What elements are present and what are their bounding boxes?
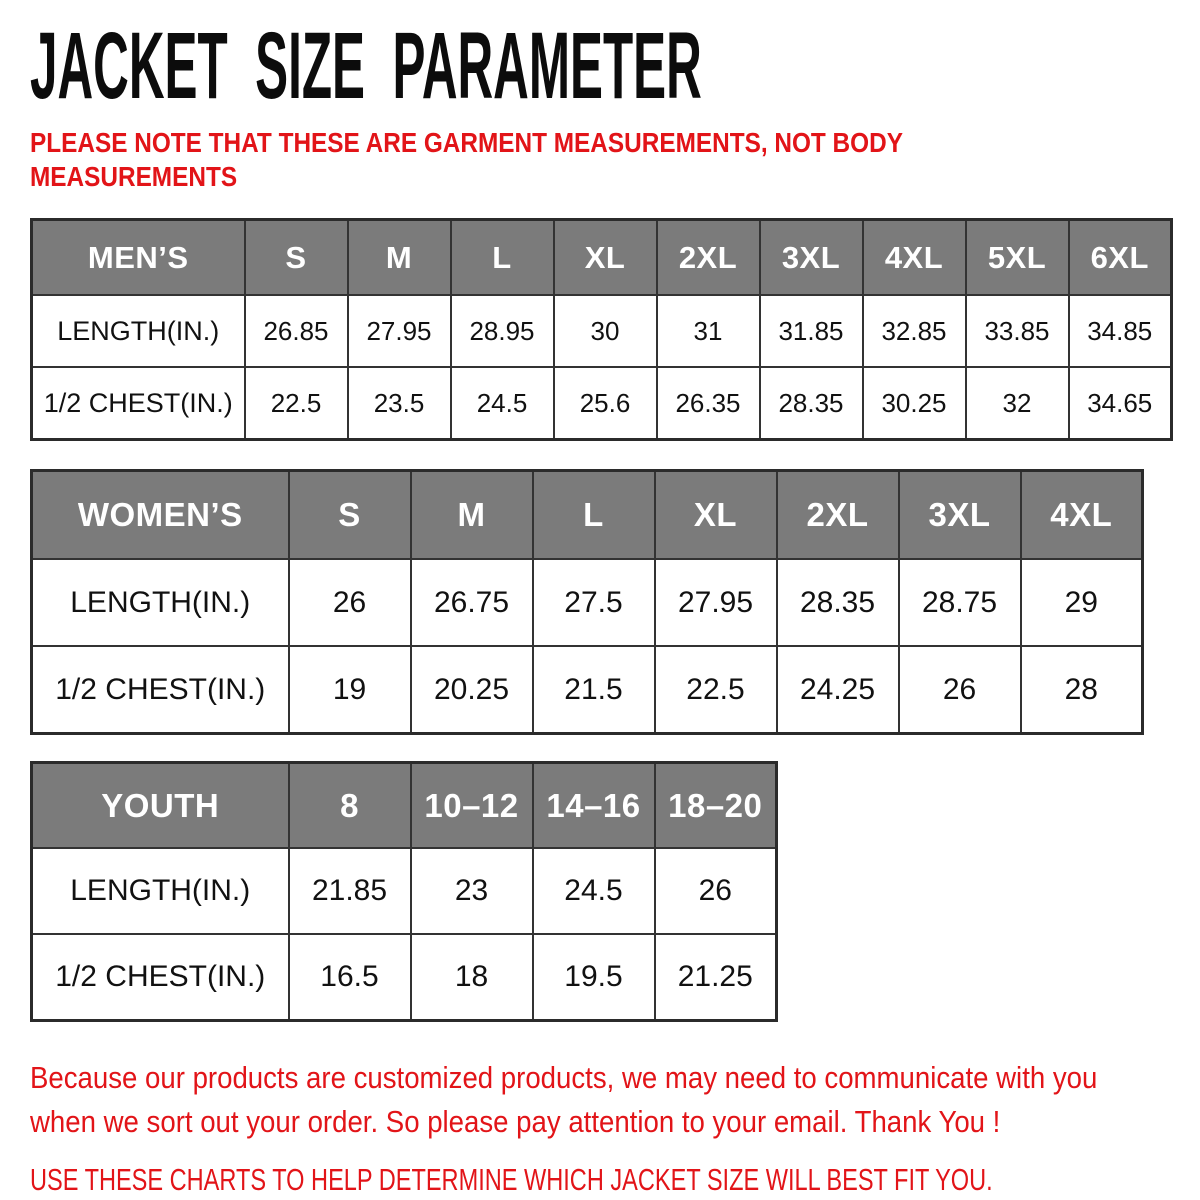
youth-header-row (32, 763, 777, 849)
mens-header-row (32, 220, 1172, 296)
size-value: 24.25 (777, 646, 899, 734)
size-value: 27.95 (348, 295, 451, 367)
table-row (32, 646, 1143, 734)
womens-size-table-container (30, 469, 1200, 735)
mens-size-table-container (30, 218, 1200, 441)
note-line-1: PLEASE NOTE THAT THESE ARE GARMENT MEASUREMENTS, NOT BODY (30, 127, 903, 158)
size-value: 26 (655, 848, 777, 934)
size-value: 18 (411, 934, 533, 1021)
mens-size-table (30, 218, 1173, 441)
size-column-header: L (533, 471, 655, 560)
size-column-header: 10–12 (411, 763, 533, 849)
size-column-header: 8 (289, 763, 411, 849)
size-value: 25.6 (554, 367, 657, 440)
size-value: 28.95 (451, 295, 554, 367)
size-value: 23.5 (348, 367, 451, 440)
size-value: 24.5 (451, 367, 554, 440)
size-value: 30.25 (863, 367, 966, 440)
size-value: 26.35 (657, 367, 760, 440)
row-label: 1/2 CHEST(IN.) (32, 934, 289, 1021)
size-value: 20.25 (411, 646, 533, 734)
row-label: LENGTH(IN.) (32, 295, 245, 367)
size-value: 32 (966, 367, 1069, 440)
customized-note-line-2: when we sort out your order. So please pay attention to your email. Thank You ! (30, 1104, 1001, 1140)
size-column-header: 4XL (1021, 471, 1143, 560)
size-value: 21.5 (533, 646, 655, 734)
size-value: 22.5 (655, 646, 777, 734)
size-value: 28.75 (899, 559, 1021, 646)
size-value: 22.5 (245, 367, 348, 440)
size-column-header: 6XL (1069, 220, 1172, 296)
size-value: 31.85 (760, 295, 863, 367)
row-label: LENGTH(IN.) (32, 559, 289, 646)
table-row (32, 295, 1172, 367)
size-value: 26.85 (245, 295, 348, 367)
size-value: 34.65 (1069, 367, 1172, 440)
size-column-header: 2XL (777, 471, 899, 560)
size-value: 24.5 (533, 848, 655, 934)
size-column-header: L (451, 220, 554, 296)
size-column-header: XL (554, 220, 657, 296)
womens-table-title: WOMEN’S (32, 471, 289, 560)
table-row (32, 559, 1143, 646)
size-value: 26.75 (411, 559, 533, 646)
size-value: 27.95 (655, 559, 777, 646)
size-column-header: 14–16 (533, 763, 655, 849)
size-column-header: 5XL (966, 220, 1069, 296)
size-value: 28.35 (777, 559, 899, 646)
customized-products-note (30, 1056, 1098, 1144)
mens-table-title: MEN’S (32, 220, 245, 296)
size-value: 21.85 (289, 848, 411, 934)
size-column-header: 2XL (657, 220, 760, 296)
size-column-header: 18–20 (655, 763, 777, 849)
note-line-2: MEASUREMENTS (30, 161, 238, 193)
size-value: 27.5 (533, 559, 655, 646)
table-row (32, 934, 777, 1021)
youth-size-table-container (30, 761, 1200, 1022)
youth-size-table (30, 761, 778, 1022)
size-value: 30 (554, 295, 657, 367)
size-value: 28 (1021, 646, 1143, 734)
row-label: 1/2 CHEST(IN.) (32, 646, 289, 734)
womens-size-table (30, 469, 1144, 735)
customized-note-line-1: Because our products are customized products, we may need to communicate with you (30, 1060, 1098, 1096)
size-value: 19.5 (533, 934, 655, 1021)
size-value: 31 (657, 295, 760, 367)
size-column-header: XL (655, 471, 777, 560)
size-value: 19 (289, 646, 411, 734)
size-value: 26 (289, 559, 411, 646)
size-value: 26 (899, 646, 1021, 734)
row-label: 1/2 CHEST(IN.) (32, 367, 245, 440)
size-value: 32.85 (863, 295, 966, 367)
size-value: 21.25 (655, 934, 777, 1021)
chart-usage-note: USE THESE CHARTS TO HELP DETERMINE WHICH JACKET SIZE WILL BEST FIT YOU. (30, 1162, 993, 1198)
youth-table-title: YOUTH (32, 763, 289, 849)
size-column-header: S (245, 220, 348, 296)
size-column-header: 3XL (760, 220, 863, 296)
size-value: 16.5 (289, 934, 411, 1021)
size-value: 34.85 (1069, 295, 1172, 367)
size-value: 28.35 (760, 367, 863, 440)
table-row (32, 367, 1172, 440)
row-label: LENGTH(IN.) (32, 848, 289, 934)
size-column-header: M (348, 220, 451, 296)
size-column-header: M (411, 471, 533, 560)
size-column-header: 4XL (863, 220, 966, 296)
size-value: 23 (411, 848, 533, 934)
garment-measurement-note (30, 126, 1048, 194)
size-value: 33.85 (966, 295, 1069, 367)
page-title: JACKET SIZE PARAMETER (30, 13, 702, 119)
size-column-header: S (289, 471, 411, 560)
table-row (32, 848, 777, 934)
size-column-header: 3XL (899, 471, 1021, 560)
size-value: 29 (1021, 559, 1143, 646)
womens-header-row (32, 471, 1143, 560)
